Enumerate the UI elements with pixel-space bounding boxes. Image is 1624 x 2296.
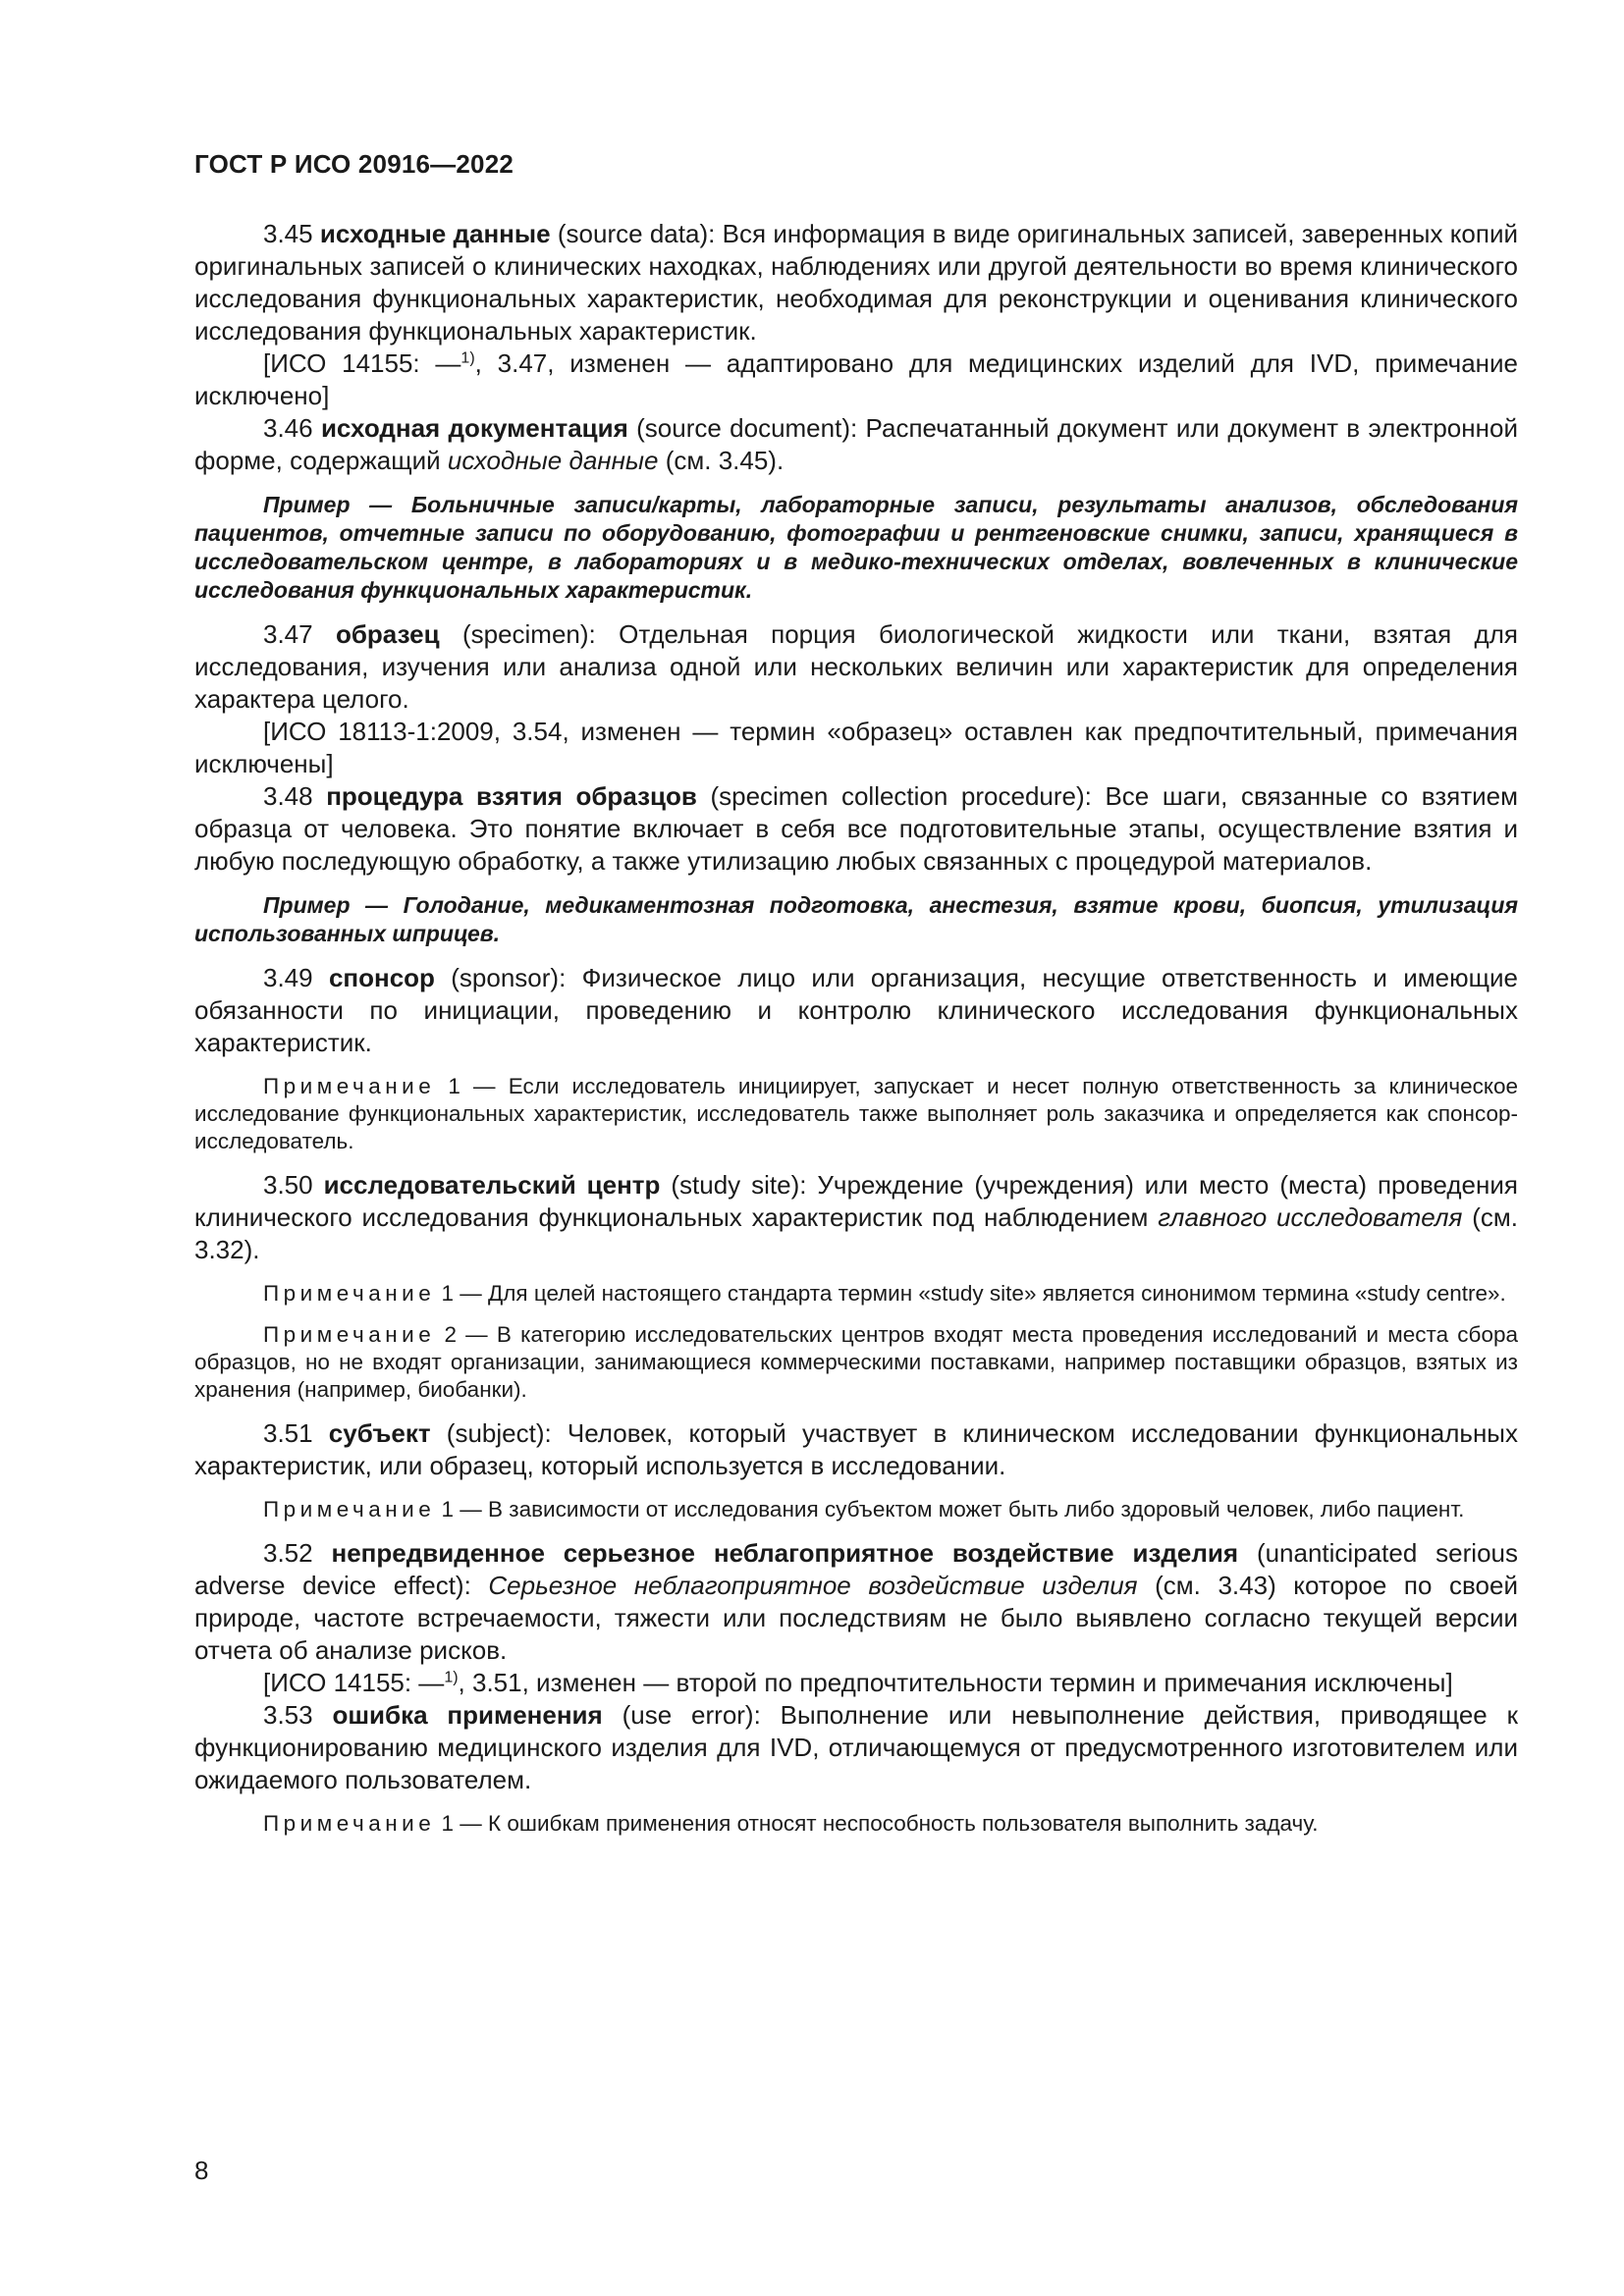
entry-term: исследовательский центр <box>323 1170 661 1200</box>
note-label: Примечание <box>263 1322 436 1347</box>
entry-number: 3.52 <box>263 1538 313 1568</box>
cross-reference-term: главного исследователя <box>1158 1202 1463 1232</box>
note-label: Примечание <box>263 1281 436 1306</box>
cross-reference-term: исходные данные <box>447 446 659 475</box>
entry-number: 3.51 <box>263 1418 313 1448</box>
entry-number: 3.45 <box>263 219 313 248</box>
entry-definition: (subject): Человек, который участвует в клиническом исследовании функциональных характеристик, или образец, который используется в исследовании. <box>194 1418 1518 1480</box>
entry-definition: (source data): Вся информация в виде оригинальных записей, заверенных копий оригинальных записей о клинических находках, наблюдениях или другой деятельности во время клинического исследования функциональных характеристик, необходимая для реконструкции и оценивания клинического исследования функциональных характеристик. <box>194 219 1518 346</box>
entry-3-49-note-1: Примечание 1 — Если исследователь инициирует, запускает и несет полную ответственность за клиническое исследование функциональных характеристик, исследователь также выполняет роль заказчика и определяется как спонсор-исследователь. <box>194 1074 1518 1153</box>
entry-3-51 <box>194 1417 1518 1482</box>
footnote-mark: 1) <box>444 1669 459 1686</box>
entry-number: 3.48 <box>263 781 313 811</box>
entry-3-45-reference: [ИСО 14155: —$^{1)}$, 3.47, изменен — адаптировано для медицинских изделий для IVD, примечание исключено] <box>194 348 1519 410</box>
entry-3-47-reference: [ИСО 18113-1:2009, 3.54, изменен — термин «образец» оставлен как предпочтительный, примечания исключены] <box>194 717 1518 778</box>
entry-definition: (specimen collection procedure): Все шаги, связанные со взятием образца от человека. Это понятие включает в себя все подготовительные этапы, осуществление взятия и любую последующую обработку, а также утилизацию любых связанных с процедурой материалов. <box>194 781 1518 876</box>
entry-definition: (specimen): Отдельная порция биологической жидкости или ткани, взятая для исследования, изучения или анализа одной или нескольких величин или характеристик для определения характера целого. <box>194 619 1518 714</box>
entry-number: 3.53 <box>263 1700 313 1730</box>
entry-number: 3.47 <box>263 619 313 649</box>
document-header: ГОСТ Р ИСО 20916—2022 <box>194 149 514 179</box>
entry-3-50-note-2: Примечание 2 — В категорию исследовательских центров входят места проведения исследований и места сбора образцов, но не входят организации, занимающиеся коммерческими поставками, например поставщики образцов, взятых из хранения (например, биобанки). <box>194 1322 1518 1402</box>
entry-term: образец <box>335 619 440 649</box>
entry-term: спонсор <box>328 963 435 992</box>
entry-term: исходные данные <box>319 219 551 248</box>
entry-3-53-note-1: Примечание 1 — К ошибкам применения относят неспособность пользователя выполнить задачу. <box>263 1811 1319 1836</box>
entry-3-46: 3.46 исходная документация (source document): Распечатанный документ или документ в электронной форме, содержащий исходные данные (см. 3.45). <box>194 413 1518 475</box>
entry-3-52: 3.52 непредвиденное серьезное неблагоприятное воздействие изделия (unanticipated serious adverse device effect): Серьезное неблагоприятное воздействие изделия (см. 3.43) которое по своей природе, частоте встречаемости, тяжести или последствиям не было выявлено согласно текущей версии отчета об анализе рисков. <box>194 1538 1518 1665</box>
entry-3-50: 3.50 исследовательский центр (study site): Учреждение (учреждения) или место (места) проведения клинического исследования функциональных характеристик под наблюдением главного исследователя (см. 3.32). <box>194 1170 1518 1264</box>
entry-3-46-example: Пример — Больничные записи/карты, лабораторные записи, результаты анализов, обследования пациентов, отчетные записи по оборудованию, фотографии и рентгеновские снимки, записи, хранящиеся в исследовательском центре, в лабораториях и в медико-технических отделах, вовлеченных в клинические исследования функциональных характеристик. <box>194 492 1518 603</box>
document-body <box>194 218 1518 1851</box>
cross-reference-term: Серьезное неблагоприятное воздействие изделия <box>488 1571 1138 1600</box>
note-label: Примечание <box>263 1074 436 1098</box>
entry-term: ошибка применения <box>332 1700 603 1730</box>
entry-3-45 <box>194 218 1518 347</box>
entry-number: 3.50 <box>263 1170 313 1200</box>
entry-3-49 <box>194 962 1518 1059</box>
entry-number: 3.46 <box>263 413 313 443</box>
entry-3-48-example: Пример — Голодание, медикаментозная подготовка, анестезия, взятие крови, биопсия, утилизация использованных шприцев. <box>194 892 1518 946</box>
entry-definition: (sponsor): Физическое лицо или организация, несущие ответственность и имеющие обязанности по инициации, проведению и контролю клинического исследования функциональных характеристик. <box>194 963 1518 1057</box>
entry-3-48 <box>194 780 1518 878</box>
note-label: Примечание <box>263 1497 436 1522</box>
entry-3-52-reference: [ИСО 14155: —$^{1)}$, 3.51, изменен — второй по предпочтительности термин и примечания исключены] <box>263 1668 1453 1697</box>
entry-term: непредвиденное серьезное неблагоприятное воздействие изделия <box>331 1538 1239 1568</box>
page-number: 8 <box>194 2156 209 2185</box>
entry-3-47 <box>194 618 1518 716</box>
entry-3-50-note-1: Примечание 1 — Для целей настоящего стандарта термин «study site» является синонимом термина «study centre». <box>263 1281 1506 1306</box>
entry-definition: (use error): Выполнение или невыполнение действия, приводящее к функционированию медицинского изделия для IVD, отличающемуся от предусмотренного изготовителем или ожидаемого пользователем. <box>194 1700 1519 1794</box>
entry-term: исходная документация <box>320 413 628 443</box>
entry-term: субъект <box>328 1418 431 1448</box>
note-label: Примечание <box>263 1811 436 1836</box>
entry-3-53 <box>194 1699 1518 1796</box>
entry-term: процедура взятия образцов <box>326 781 697 811</box>
entry-3-51-note-1: Примечание 1 — В зависимости от исследования субъектом может быть либо здоровый человек, либо пациент. <box>263 1497 1465 1522</box>
entry-number: 3.49 <box>263 963 313 992</box>
footnote-mark: 1) <box>460 349 475 367</box>
